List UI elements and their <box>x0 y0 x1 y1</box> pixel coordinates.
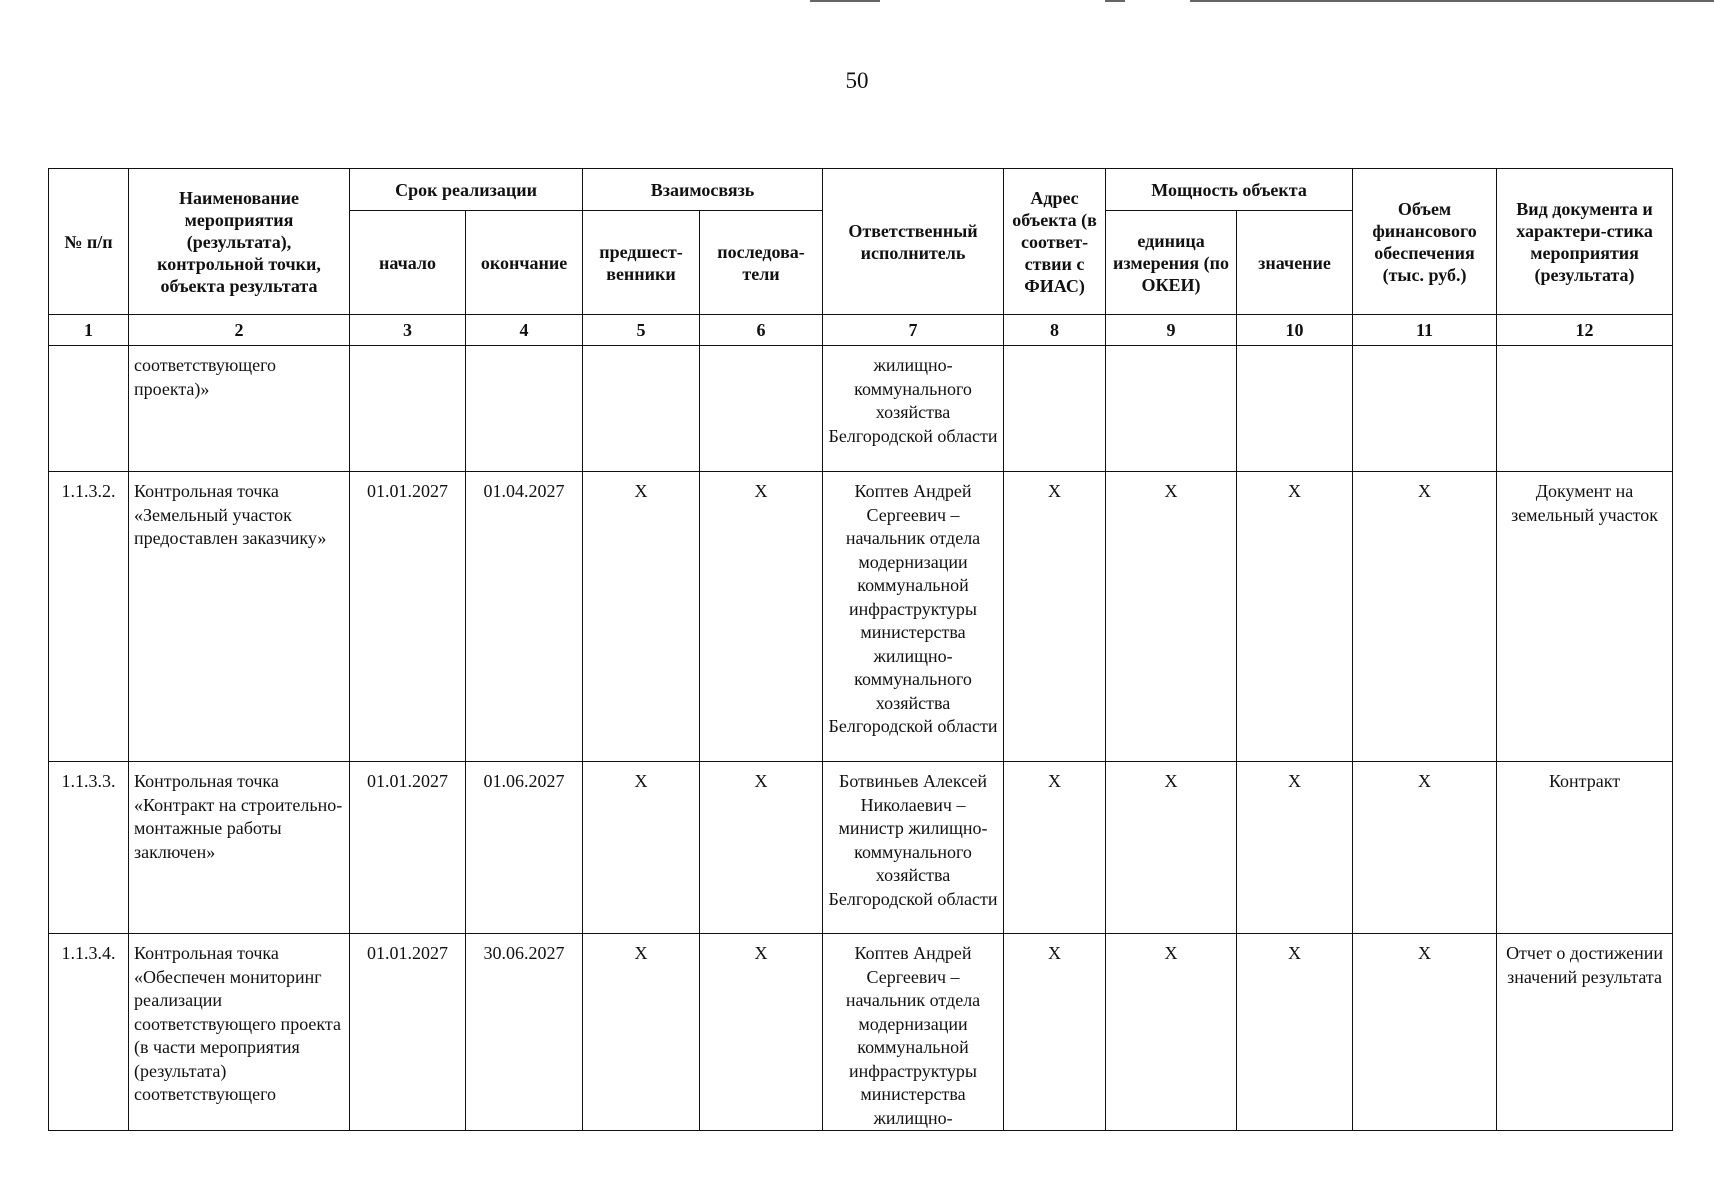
header-row-group <box>49 169 1673 211</box>
header-start: начало <box>350 211 466 315</box>
column-number: 3 <box>350 315 466 346</box>
column-number: 8 <box>1004 315 1106 346</box>
row-value: X <box>1237 762 1353 934</box>
row-predecessors: X <box>583 934 700 1131</box>
row-finance: X <box>1353 762 1497 934</box>
row-document: Контракт <box>1497 762 1673 934</box>
column-number: 2 <box>129 315 350 346</box>
header-responsible: Ответственный исполнитель <box>823 169 1004 315</box>
row-start: 01.01.2027 <box>350 934 466 1131</box>
row-name: Контрольная точка «Земельный участок предоставлен заказчику» <box>129 472 350 762</box>
row-name: Контрольная точка «Обеспечен мониторинг реализации соответствующего проекта (в части мероприятия (результата) соответствующего <box>129 934 350 1131</box>
row-end <box>466 346 583 472</box>
row-responsible: жилищно-коммунального хозяйства Белгородской области <box>823 346 1004 472</box>
header-group-term: Срок реализации <box>350 169 583 211</box>
row-start <box>350 346 466 472</box>
row-responsible: Коптев Андрей Сергеевич – начальник отдела модернизации коммунальной инфраструктуры министерства жилищно-коммунального хозяйства Белгородской области <box>823 472 1004 762</box>
header-address: Адрес объекта (в соответ-ствии с ФИАС) <box>1004 169 1106 315</box>
scan-artifact-line <box>810 0 880 2</box>
column-number: 1 <box>49 315 129 346</box>
column-number: 5 <box>583 315 700 346</box>
row-address <box>1004 346 1106 472</box>
header-group-capacity: Мощность объекта <box>1106 169 1353 211</box>
header-value: значение <box>1237 211 1353 315</box>
table-row <box>49 472 1673 762</box>
header-document: Вид документа и характери-стика мероприятия (результата) <box>1497 169 1673 315</box>
row-number <box>49 346 129 472</box>
row-name: соответствующего проекта)» <box>129 346 350 472</box>
row-unit <box>1106 346 1237 472</box>
table-row <box>49 762 1673 934</box>
header-successors: последова-тели <box>700 211 823 315</box>
row-end: 01.04.2027 <box>466 472 583 762</box>
row-name: Контрольная точка «Контракт на строительно-монтажные работы заключен» <box>129 762 350 934</box>
scan-artifact-line <box>1105 0 1125 2</box>
row-number: 1.1.3.3. <box>49 762 129 934</box>
column-number: 6 <box>700 315 823 346</box>
column-number: 4 <box>466 315 583 346</box>
row-successors: X <box>700 472 823 762</box>
row-responsible: Коптев Андрей Сергеевич – начальник отдела модернизации коммунальной инфраструктуры министерства жилищно- <box>823 934 1004 1131</box>
row-number: 1.1.3.4. <box>49 934 129 1131</box>
row-unit: X <box>1106 762 1237 934</box>
row-predecessors: X <box>583 762 700 934</box>
row-value: X <box>1237 472 1353 762</box>
row-predecessors: X <box>583 472 700 762</box>
row-address: X <box>1004 472 1106 762</box>
header-number: № п/п <box>49 169 129 315</box>
row-finance <box>1353 346 1497 472</box>
column-number: 10 <box>1237 315 1353 346</box>
table-row <box>49 934 1673 1131</box>
header-predecessors: предшест-венники <box>583 211 700 315</box>
header-group-relation: Взаимосвязь <box>583 169 823 211</box>
column-number: 12 <box>1497 315 1673 346</box>
column-number: 9 <box>1106 315 1237 346</box>
row-successors <box>700 346 823 472</box>
row-document: Отчет о достижении значений результата <box>1497 934 1673 1131</box>
header-unit: единица измерения (по ОКЕИ) <box>1106 211 1237 315</box>
row-value <box>1237 346 1353 472</box>
row-predecessors <box>583 346 700 472</box>
row-end: 01.06.2027 <box>466 762 583 934</box>
row-address: X <box>1004 762 1106 934</box>
header-end: окончание <box>466 211 583 315</box>
row-finance: X <box>1353 934 1497 1131</box>
implementation-plan-table <box>48 168 1673 1131</box>
header-name: Наименование мероприятия (результата), контрольной точки, объекта результата <box>129 169 350 315</box>
row-address: X <box>1004 934 1106 1131</box>
row-end: 30.06.2027 <box>466 934 583 1131</box>
column-number-row <box>49 315 1673 346</box>
row-document <box>1497 346 1673 472</box>
page-number: 50 <box>845 68 869 93</box>
row-number: 1.1.3.2. <box>49 472 129 762</box>
row-document: Документ на земельный участок <box>1497 472 1673 762</box>
row-finance: X <box>1353 472 1497 762</box>
column-number: 11 <box>1353 315 1497 346</box>
header-finance: Объем финансового обеспечения (тыс. руб.) <box>1353 169 1497 315</box>
table-row <box>49 346 1673 472</box>
column-number: 7 <box>823 315 1004 346</box>
row-responsible: Ботвиньев Алексей Николаевич – министр жилищно-коммунального хозяйства Белгородской области <box>823 762 1004 934</box>
row-start: 01.01.2027 <box>350 472 466 762</box>
row-unit: X <box>1106 472 1237 762</box>
scan-artifact-line <box>1190 0 1714 2</box>
row-value: X <box>1237 934 1353 1131</box>
row-unit: X <box>1106 934 1237 1131</box>
row-successors: X <box>700 934 823 1131</box>
row-successors: X <box>700 762 823 934</box>
row-start: 01.01.2027 <box>350 762 466 934</box>
